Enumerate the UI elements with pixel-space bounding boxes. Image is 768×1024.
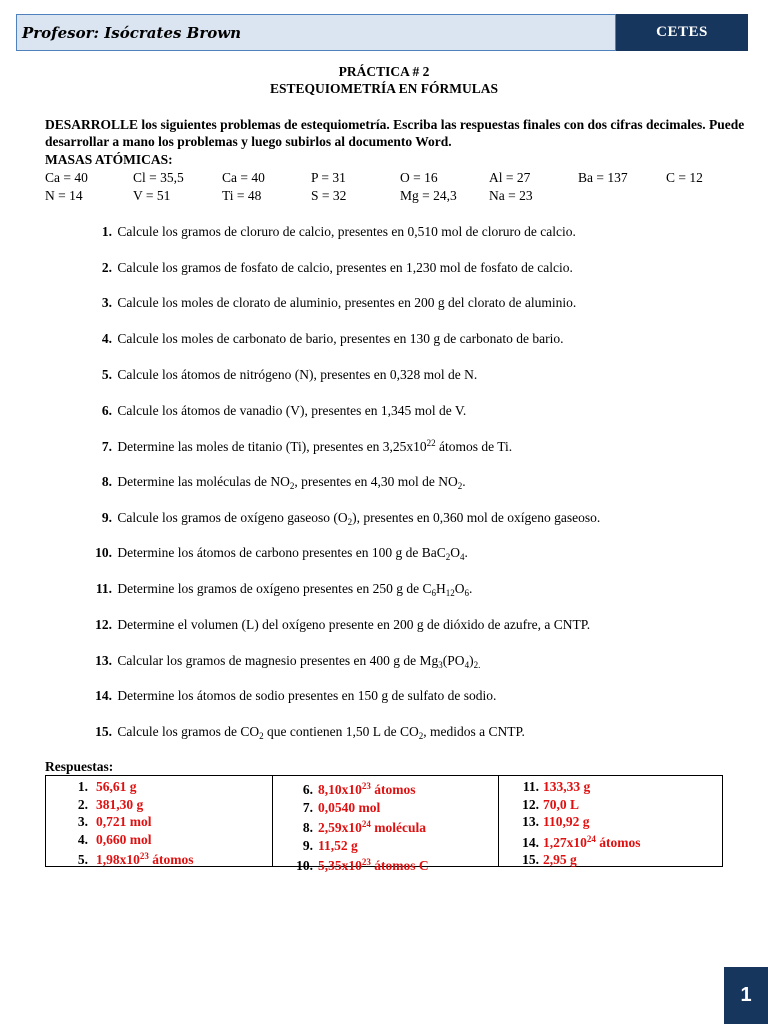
mass-item: P = 31 [311,170,346,185]
problem-text: Calcule los gramos de cloruro de calcio, presentes en 0,510 mol de cloruro de calcio. [117,224,576,239]
problem-item [90,688,496,704]
problem-text: Determine las moléculas de $NO_2$, presentes en 4,30 mol de $NO_2$. [117,474,466,491]
mass-item: O = 16 [400,170,438,185]
professor-name: Profesor: Isócrates Brown [22,24,242,42]
answer-item: 3. 0,721 mol [77,814,152,830]
problem-item [90,545,468,562]
problem-item [90,403,466,419]
problem-item [90,224,576,240]
answer-item: 6. $8,10x10^{23}$ átomos [302,781,416,797]
mass-item: Cl = 35,5 [133,170,184,185]
problem-text: Calcule los gramos de $CO_2$ que contienen 1,50 L de $CO_2$, medidos a CNTP. [117,724,525,741]
problem-number: 1. [101,224,112,239]
mass-item: Ca = 40 [45,170,88,185]
mass-item: Ba = 137 [578,170,628,185]
problem-item [90,331,563,347]
answers-table [45,775,723,874]
practice-title: PRÁCTICA # 2 [338,64,430,79]
mass-item: Al = 27 [489,170,531,185]
problem-number: 6. [101,403,112,418]
problem-text: Calcule los gramos de fosfato de calcio, presentes en 1,230 mol de fosfato de calcio. [117,260,573,275]
problem-number: 14. [95,688,112,703]
answer-item: 8. $2,59x10^{24}$ molécula [302,819,426,836]
problem-item [90,438,512,455]
problem-item [90,581,472,598]
problem-number: 5. [101,367,112,382]
answer-item: 14. $1,27x10^{24}$ átomos [522,833,641,850]
problem-text: Calcular los gramos de magnesio presentes en 400 g de $Mg_3(PO_4)_{2.}$ [117,653,481,670]
problem-number: 11. [95,581,112,596]
mass-item: N = 14 [45,188,83,203]
problem-text: Calcule los átomos de vanadio (V), presentes en 1,345 mol de V. [117,403,467,418]
problem-number: 15. [95,724,112,739]
problem-number: 13. [95,653,112,668]
mass-item: Mg = 24,3 [400,188,457,203]
page-number: 1 [724,967,768,1024]
answer-item: 9. 11,52 g [302,837,358,853]
problem-text: Determine el volumen (L) del oxígeno presente en 200 g de dióxido de azufre, a CNTP. [117,617,591,632]
problem-number: 12. [95,617,112,632]
problem-number: 8. [101,474,112,489]
problem-number: 4. [101,331,112,346]
problem-item [90,474,466,491]
answer-item: 4. 0,660 mol [77,831,152,847]
mass-item: Na = 23 [489,188,533,203]
problem-item [90,617,590,633]
problem-text: Calcule los moles de clorato de aluminio, presentes en 200 g del clorato de aluminio. [117,295,577,310]
answer-item: 7. 0,0540 mol [302,799,381,815]
problem-item [90,295,576,311]
problem-number: 10. [95,545,112,560]
mass-item: S = 32 [311,188,347,203]
problem-item [90,510,600,527]
problem-item [90,367,477,383]
problem-number: 2. [101,260,112,275]
answer-item: 10. $5,35x10^{23}$ átomos C [296,857,429,874]
answers-column [46,776,273,866]
mass-item: Ca = 40 [222,170,265,185]
problem-text: Determine los átomos de sodio presentes en 150 g de sulfato de sodio. [117,688,497,703]
problem-item [90,724,525,741]
problem-text: Calcule los átomos de nitrógeno (N), presentes en 0,328 mol de N. [117,367,478,382]
problem-number: 3. [101,295,112,310]
answer-item: 13. 110,92 g [522,814,590,830]
answers-column [273,776,499,874]
mass-item: Ti = 48 [222,188,262,203]
answer-item: 1. 56,61 g [77,779,137,794]
problem-text: Determine los gramos de oxígeno presentes en 250 g de $C_6H_{12}O_6$. [117,581,473,598]
instructions: DESARROLLE los siguientes problemas de estequiometría. Escriba las respuestas finales con dos cifras decimales. Puede desarrollar a mano los problemas y luego subirlos al documento Word. [45,117,745,149]
answers-column [499,776,722,866]
mass-item: C = 12 [666,170,703,185]
answer-item: 5. $1,98x10^{23}$ átomos [77,851,194,868]
problem-text: Calcule los moles de carbonato de bario, presentes en 130 g de carbonato de bario. [117,331,564,346]
answer-item: 2. 381,30 g [77,796,144,812]
answers-label: Respuestas: [45,759,114,774]
problem-text: Determine los átomos de carbono presentes en 100 g de $BaC_2O_4$. [117,545,468,562]
problem-number: 9. [101,510,112,525]
problem-text: Determine las moles de titanio (Ti), presentes en $3,25x10^{22}$ átomos de Ti. [117,438,513,454]
practice-subtitle: ESTEQUIOMETRÍA EN FÓRMULAS [269,81,499,96]
problem-item [90,260,573,276]
problem-text: Calcule los gramos de oxígeno gaseoso $(O_2)$, presentes en 0,360 mol de oxígeno gaseoso. [117,510,601,527]
answer-item: 15. 2,95 g [522,852,577,868]
atomic-masses-title: MASAS ATÓMICAS: [45,152,173,167]
org-badge: CETES [616,14,748,51]
problem-item [90,653,480,670]
mass-item: V = 51 [133,188,171,203]
answer-item: 11. 133,33 g [522,779,591,794]
answer-item: 12. 70,0 L [522,796,580,812]
problem-number: 7. [101,439,112,454]
